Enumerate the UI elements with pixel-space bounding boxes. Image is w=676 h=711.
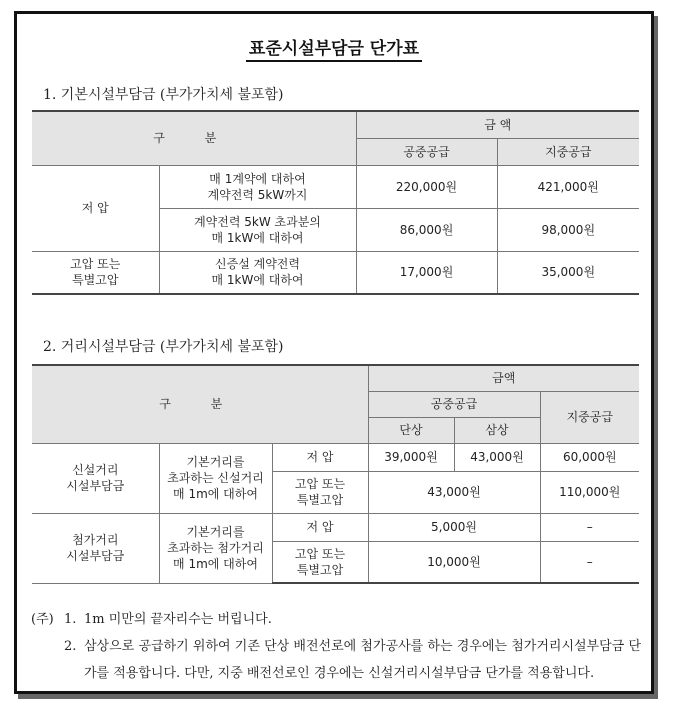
s2-header-category: 구 분 xyxy=(32,365,368,443)
s1-header-amount: 금 액 xyxy=(356,111,639,138)
s2-header-public: 공중공급 xyxy=(368,391,540,417)
s1-row-desc: 매 1계약에 대하여 계약전력 5kW까지 xyxy=(159,165,356,208)
document-title: 표준시설부담금 단가표 xyxy=(17,34,651,59)
s2-header-single-phase: 단상 xyxy=(368,417,454,443)
document-frame xyxy=(14,11,654,694)
s2-group-added-distance: 첨가거리 시설부담금 xyxy=(32,513,159,583)
section2-heading: 2. 거리시설부담금 (부가가치세 불포함) xyxy=(43,339,284,355)
s2-voltage-label: 저 압 xyxy=(272,513,368,541)
s2-public-value: 43,000원 xyxy=(368,471,540,513)
s2-three-phase-value: 43,000원 xyxy=(454,443,540,471)
s2-single-phase-value: 39,000원 xyxy=(368,443,454,471)
note-item xyxy=(31,633,641,687)
s1-row-underground-value: 98,000원 xyxy=(497,208,639,251)
note-number: 2. xyxy=(64,639,77,654)
s1-row-underground-value: 35,000원 xyxy=(497,251,639,294)
s2-underground-value: 110,000원 xyxy=(540,471,639,513)
s2-header-three-phase: 삼상 xyxy=(454,417,540,443)
s1-row-public-value: 17,000원 xyxy=(356,251,497,294)
s2-underground-value: 60,000원 xyxy=(540,443,639,471)
notes xyxy=(31,606,641,687)
s1-row-underground-value: 421,000원 xyxy=(497,165,639,208)
s1-header-public: 공중공급 xyxy=(356,138,497,165)
s2-group-new-distance: 신설거리 시설부담금 xyxy=(32,443,159,513)
basic-facility-table xyxy=(32,110,639,295)
s1-header-category: 구 분 xyxy=(32,111,356,165)
s2-voltage-label: 고압 또는 특별고압 xyxy=(272,471,368,513)
s1-group-high-voltage: 고압 또는 특별고압 xyxy=(32,251,159,294)
note-text: 삼상으로 공급하기 위하여 기존 단상 배전선로에 첨가공사를 하는 경우에는 첨가거리시설부담금 단가를 적용합니다. 다만, 지중 배전선로인 경우에는 신설거리시설부담금 단가를 적용합니다. xyxy=(84,639,641,681)
s1-group-low-voltage: 저 압 xyxy=(32,165,159,251)
s2-header-underground: 지중공급 xyxy=(540,391,639,443)
s2-header-amount: 금액 xyxy=(368,365,639,391)
s2-group-desc: 기본거리를 초과하는 첨가거리 매 1m에 대하여 xyxy=(159,513,272,583)
s2-public-value: 10,000원 xyxy=(368,541,540,583)
note-text: 1m 미만의 끝자리수는 버립니다. xyxy=(84,612,272,627)
s1-row-public-value: 86,000원 xyxy=(356,208,497,251)
s2-group-desc: 기본거리를 초과하는 신설거리 매 1m에 대하여 xyxy=(159,443,272,513)
s1-row-desc: 계약전력 5kW 초과분의 매 1kW에 대하여 xyxy=(159,208,356,251)
s2-voltage-label: 고압 또는 특별고압 xyxy=(272,541,368,583)
s2-public-value: 5,000원 xyxy=(368,513,540,541)
s1-row-public-value: 220,000원 xyxy=(356,165,497,208)
distance-facility-table xyxy=(32,364,639,584)
s1-row-desc: 신증설 계약전력 매 1kW에 대하여 xyxy=(159,251,356,294)
s2-underground-value: – xyxy=(540,541,639,583)
note-number: 1. xyxy=(64,612,77,627)
note-item xyxy=(31,606,641,633)
notes-prefix: (주) xyxy=(31,612,54,627)
s1-header-underground: 지중공급 xyxy=(497,138,639,165)
section1-heading: 1. 기본시설부담금 (부가가치세 불포함) xyxy=(43,87,284,103)
s2-voltage-label: 저 압 xyxy=(272,443,368,471)
s2-underground-value: – xyxy=(540,513,639,541)
